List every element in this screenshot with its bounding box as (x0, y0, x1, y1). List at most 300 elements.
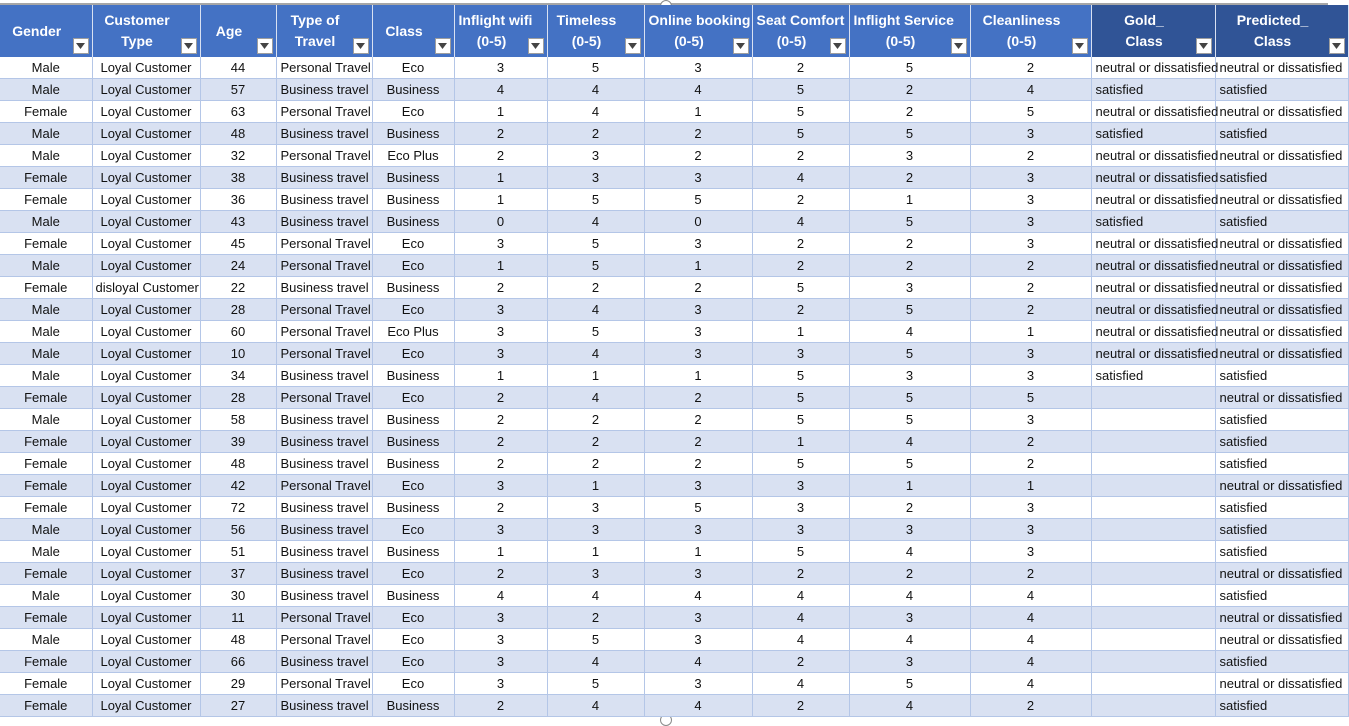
table-cell-class[interactable]: Eco (372, 343, 454, 365)
table-cell-predicted-class[interactable]: satisfied (1215, 79, 1348, 101)
table-cell-seat-comfort[interactable]: 3 (752, 475, 849, 497)
table-cell-gender[interactable]: Male (0, 519, 92, 541)
table-cell-customer-type[interactable]: Loyal Customer (92, 57, 200, 79)
table-cell-timeless[interactable]: 4 (547, 343, 644, 365)
table-cell-gender[interactable]: Female (0, 607, 92, 629)
table-cell-gender[interactable]: Male (0, 145, 92, 167)
table-cell-inflight-service[interactable]: 4 (849, 695, 970, 717)
table-cell-predicted-class[interactable]: neutral or dissatisfied (1215, 145, 1348, 167)
table-cell-cleanliness[interactable]: 2 (970, 299, 1091, 321)
table-cell-type-of-travel[interactable]: Personal Travel (276, 343, 372, 365)
table-cell-gold-class[interactable]: neutral or dissatisfied (1091, 57, 1215, 79)
table-cell-cleanliness[interactable]: 3 (970, 365, 1091, 387)
table-cell-inflight-service[interactable]: 3 (849, 365, 970, 387)
table-cell-seat-comfort[interactable]: 2 (752, 563, 849, 585)
table-cell-class[interactable]: Eco (372, 519, 454, 541)
table-cell-gold-class[interactable]: satisfied (1091, 211, 1215, 233)
table-cell-type-of-travel[interactable]: Business travel (276, 585, 372, 607)
table-cell-inflight-wifi[interactable]: 4 (454, 585, 547, 607)
table-cell-seat-comfort[interactable]: 2 (752, 651, 849, 673)
table-cell-timeless[interactable]: 1 (547, 475, 644, 497)
header-online-booking[interactable] (644, 5, 752, 57)
table-cell-inflight-wifi[interactable]: 2 (454, 387, 547, 409)
table-cell-inflight-service[interactable]: 5 (849, 453, 970, 475)
table-cell-class[interactable]: Business (372, 453, 454, 475)
table-cell-inflight-wifi[interactable]: 3 (454, 651, 547, 673)
table-cell-seat-comfort[interactable]: 2 (752, 299, 849, 321)
filter-dropdown-icon[interactable] (1329, 38, 1345, 54)
table-cell-seat-comfort[interactable]: 3 (752, 519, 849, 541)
table-cell-online-booking[interactable]: 3 (644, 629, 752, 651)
table-cell-gender[interactable]: Female (0, 695, 92, 717)
table-cell-age[interactable]: 30 (200, 585, 276, 607)
table-cell-predicted-class[interactable]: neutral or dissatisfied (1215, 673, 1348, 695)
table-cell-gender[interactable]: Female (0, 563, 92, 585)
table-cell-customer-type[interactable]: Loyal Customer (92, 541, 200, 563)
table-cell-gold-class[interactable]: neutral or dissatisfied (1091, 167, 1215, 189)
table-cell-type-of-travel[interactable]: Personal Travel (276, 255, 372, 277)
table-cell-cleanliness[interactable]: 4 (970, 585, 1091, 607)
table-cell-inflight-wifi[interactable]: 3 (454, 519, 547, 541)
table-cell-inflight-service[interactable]: 2 (849, 497, 970, 519)
table-cell-inflight-service[interactable]: 5 (849, 673, 970, 695)
table-cell-timeless[interactable]: 4 (547, 651, 644, 673)
header-gender[interactable] (0, 5, 92, 57)
filter-dropdown-icon[interactable] (625, 38, 641, 54)
table-cell-predicted-class[interactable]: satisfied (1215, 541, 1348, 563)
table-cell-gender[interactable]: Female (0, 277, 92, 299)
table-cell-cleanliness[interactable]: 3 (970, 541, 1091, 563)
table-cell-predicted-class[interactable]: satisfied (1215, 211, 1348, 233)
header-customer-type[interactable] (92, 5, 200, 57)
table-cell-gold-class[interactable]: neutral or dissatisfied (1091, 101, 1215, 123)
table-cell-inflight-service[interactable]: 3 (849, 519, 970, 541)
table-cell-class[interactable]: Eco (372, 651, 454, 673)
table-cell-inflight-wifi[interactable]: 1 (454, 365, 547, 387)
table-cell-type-of-travel[interactable]: Business travel (276, 277, 372, 299)
filter-dropdown-icon[interactable] (353, 38, 369, 54)
filter-dropdown-icon[interactable] (181, 38, 197, 54)
table-cell-inflight-wifi[interactable]: 2 (454, 409, 547, 431)
table-cell-class[interactable]: Business (372, 695, 454, 717)
table-cell-online-booking[interactable]: 1 (644, 541, 752, 563)
table-cell-inflight-service[interactable]: 4 (849, 431, 970, 453)
table-cell-inflight-wifi[interactable]: 2 (454, 123, 547, 145)
table-cell-seat-comfort[interactable]: 5 (752, 541, 849, 563)
table-cell-class[interactable]: Eco Plus (372, 321, 454, 343)
table-cell-customer-type[interactable]: Loyal Customer (92, 233, 200, 255)
table-cell-timeless[interactable]: 5 (547, 321, 644, 343)
table-cell-type-of-travel[interactable]: Personal Travel (276, 475, 372, 497)
table-cell-type-of-travel[interactable]: Business travel (276, 167, 372, 189)
table-cell-online-booking[interactable]: 4 (644, 79, 752, 101)
table-cell-customer-type[interactable]: Loyal Customer (92, 629, 200, 651)
table-cell-timeless[interactable]: 3 (547, 563, 644, 585)
table-cell-customer-type[interactable]: Loyal Customer (92, 431, 200, 453)
table-cell-gender[interactable]: Male (0, 365, 92, 387)
table-cell-age[interactable]: 28 (200, 387, 276, 409)
table-cell-seat-comfort[interactable]: 5 (752, 409, 849, 431)
table-cell-customer-type[interactable]: Loyal Customer (92, 145, 200, 167)
table-cell-gold-class[interactable] (1091, 387, 1215, 409)
table-cell-customer-type[interactable]: Loyal Customer (92, 365, 200, 387)
table-cell-customer-type[interactable]: disloyal Customer (92, 277, 200, 299)
table-cell-predicted-class[interactable]: satisfied (1215, 695, 1348, 717)
table-cell-inflight-wifi[interactable]: 1 (454, 167, 547, 189)
table-cell-inflight-service[interactable]: 1 (849, 189, 970, 211)
table-cell-gold-class[interactable]: neutral or dissatisfied (1091, 145, 1215, 167)
table-cell-timeless[interactable]: 2 (547, 431, 644, 453)
table-cell-online-booking[interactable]: 1 (644, 255, 752, 277)
table-cell-cleanliness[interactable]: 3 (970, 123, 1091, 145)
table-cell-inflight-wifi[interactable]: 3 (454, 233, 547, 255)
table-cell-gender[interactable]: Female (0, 673, 92, 695)
table-cell-cleanliness[interactable]: 3 (970, 167, 1091, 189)
table-cell-age[interactable]: 22 (200, 277, 276, 299)
table-cell-seat-comfort[interactable]: 4 (752, 585, 849, 607)
table-cell-age[interactable]: 60 (200, 321, 276, 343)
table-cell-online-booking[interactable]: 3 (644, 321, 752, 343)
table-cell-type-of-travel[interactable]: Personal Travel (276, 607, 372, 629)
header-cleanliness[interactable] (970, 5, 1091, 57)
table-cell-online-booking[interactable]: 3 (644, 343, 752, 365)
header-predicted-class[interactable] (1215, 5, 1348, 57)
filter-dropdown-icon[interactable] (73, 38, 89, 54)
table-cell-online-booking[interactable]: 3 (644, 519, 752, 541)
table-cell-predicted-class[interactable]: neutral or dissatisfied (1215, 629, 1348, 651)
table-cell-gold-class[interactable] (1091, 651, 1215, 673)
table-cell-online-booking[interactable]: 2 (644, 277, 752, 299)
table-cell-type-of-travel[interactable]: Business travel (276, 79, 372, 101)
table-cell-class[interactable]: Eco (372, 57, 454, 79)
table-cell-type-of-travel[interactable]: Business travel (276, 211, 372, 233)
table-cell-gender[interactable]: Male (0, 409, 92, 431)
table-cell-predicted-class[interactable]: satisfied (1215, 453, 1348, 475)
table-cell-class[interactable]: Business (372, 277, 454, 299)
table-cell-type-of-travel[interactable]: Personal Travel (276, 629, 372, 651)
table-cell-type-of-travel[interactable]: Business travel (276, 497, 372, 519)
table-cell-inflight-service[interactable]: 2 (849, 563, 970, 585)
table-cell-predicted-class[interactable]: neutral or dissatisfied (1215, 387, 1348, 409)
table-cell-gender[interactable]: Male (0, 343, 92, 365)
table-cell-gold-class[interactable] (1091, 695, 1215, 717)
table-cell-timeless[interactable]: 4 (547, 79, 644, 101)
table-cell-timeless[interactable]: 2 (547, 409, 644, 431)
table-cell-age[interactable]: 38 (200, 167, 276, 189)
table-cell-age[interactable]: 36 (200, 189, 276, 211)
table-cell-type-of-travel[interactable]: Business travel (276, 365, 372, 387)
table-cell-class[interactable]: Eco (372, 101, 454, 123)
table-cell-gold-class[interactable]: neutral or dissatisfied (1091, 277, 1215, 299)
table-cell-cleanliness[interactable]: 4 (970, 79, 1091, 101)
table-cell-age[interactable]: 58 (200, 409, 276, 431)
table-cell-online-booking[interactable]: 3 (644, 475, 752, 497)
table-cell-customer-type[interactable]: Loyal Customer (92, 321, 200, 343)
table-cell-customer-type[interactable]: Loyal Customer (92, 673, 200, 695)
table-cell-inflight-wifi[interactable]: 2 (454, 145, 547, 167)
table-cell-timeless[interactable]: 3 (547, 145, 644, 167)
table-cell-predicted-class[interactable]: satisfied (1215, 519, 1348, 541)
table-cell-online-booking[interactable]: 3 (644, 607, 752, 629)
table-cell-seat-comfort[interactable]: 3 (752, 497, 849, 519)
table-cell-predicted-class[interactable]: neutral or dissatisfied (1215, 607, 1348, 629)
table-cell-inflight-service[interactable]: 4 (849, 629, 970, 651)
table-cell-class[interactable]: Business (372, 123, 454, 145)
table-cell-cleanliness[interactable]: 3 (970, 409, 1091, 431)
table-cell-predicted-class[interactable]: neutral or dissatisfied (1215, 101, 1348, 123)
table-cell-customer-type[interactable]: Loyal Customer (92, 453, 200, 475)
table-cell-inflight-wifi[interactable]: 3 (454, 343, 547, 365)
table-cell-customer-type[interactable]: Loyal Customer (92, 651, 200, 673)
table-cell-gold-class[interactable] (1091, 607, 1215, 629)
table-cell-online-booking[interactable]: 2 (644, 431, 752, 453)
table-cell-age[interactable]: 27 (200, 695, 276, 717)
table-cell-inflight-wifi[interactable]: 1 (454, 541, 547, 563)
table-cell-gold-class[interactable] (1091, 541, 1215, 563)
table-cell-gold-class[interactable]: satisfied (1091, 365, 1215, 387)
table-cell-type-of-travel[interactable]: Personal Travel (276, 101, 372, 123)
table-cell-class[interactable]: Business (372, 189, 454, 211)
table-cell-class[interactable]: Eco (372, 563, 454, 585)
table-cell-online-booking[interactable]: 5 (644, 497, 752, 519)
table-cell-cleanliness[interactable]: 2 (970, 563, 1091, 585)
table-cell-timeless[interactable]: 2 (547, 123, 644, 145)
table-cell-gold-class[interactable]: neutral or dissatisfied (1091, 343, 1215, 365)
table-cell-seat-comfort[interactable]: 4 (752, 629, 849, 651)
table-cell-customer-type[interactable]: Loyal Customer (92, 497, 200, 519)
table-cell-inflight-wifi[interactable]: 1 (454, 101, 547, 123)
table-cell-gold-class[interactable] (1091, 519, 1215, 541)
table-cell-inflight-service[interactable]: 5 (849, 409, 970, 431)
table-cell-gender[interactable]: Female (0, 475, 92, 497)
table-cell-predicted-class[interactable]: neutral or dissatisfied (1215, 475, 1348, 497)
table-cell-cleanliness[interactable]: 3 (970, 497, 1091, 519)
table-cell-online-booking[interactable]: 5 (644, 189, 752, 211)
table-cell-class[interactable]: Business (372, 365, 454, 387)
table-cell-customer-type[interactable]: Loyal Customer (92, 475, 200, 497)
table-cell-gold-class[interactable]: neutral or dissatisfied (1091, 189, 1215, 211)
table-cell-timeless[interactable]: 4 (547, 387, 644, 409)
table-cell-cleanliness[interactable]: 3 (970, 343, 1091, 365)
table-cell-class[interactable]: Business (372, 497, 454, 519)
table-cell-seat-comfort[interactable]: 5 (752, 365, 849, 387)
table-cell-inflight-wifi[interactable]: 1 (454, 189, 547, 211)
table-cell-seat-comfort[interactable]: 2 (752, 57, 849, 79)
table-cell-gender[interactable]: Female (0, 651, 92, 673)
filter-dropdown-icon[interactable] (1196, 38, 1212, 54)
table-cell-type-of-travel[interactable]: Business travel (276, 651, 372, 673)
table-cell-seat-comfort[interactable]: 5 (752, 277, 849, 299)
table-cell-inflight-wifi[interactable]: 2 (454, 695, 547, 717)
table-cell-inflight-service[interactable]: 3 (849, 145, 970, 167)
table-cell-seat-comfort[interactable]: 5 (752, 101, 849, 123)
table-cell-gender[interactable]: Female (0, 167, 92, 189)
table-cell-gender[interactable]: Female (0, 101, 92, 123)
table-cell-seat-comfort[interactable]: 1 (752, 321, 849, 343)
table-cell-gold-class[interactable] (1091, 453, 1215, 475)
table-cell-inflight-service[interactable]: 2 (849, 79, 970, 101)
table-cell-inflight-service[interactable]: 5 (849, 343, 970, 365)
header-type-of-travel[interactable] (276, 5, 372, 57)
table-cell-class[interactable]: Business (372, 541, 454, 563)
table-cell-customer-type[interactable]: Loyal Customer (92, 387, 200, 409)
table-cell-age[interactable]: 43 (200, 211, 276, 233)
table-cell-customer-type[interactable]: Loyal Customer (92, 123, 200, 145)
table-cell-gold-class[interactable] (1091, 585, 1215, 607)
table-cell-age[interactable]: 44 (200, 57, 276, 79)
table-cell-age[interactable]: 51 (200, 541, 276, 563)
table-cell-timeless[interactable]: 4 (547, 299, 644, 321)
table-cell-online-booking[interactable]: 2 (644, 409, 752, 431)
table-cell-cleanliness[interactable]: 4 (970, 673, 1091, 695)
table-cell-type-of-travel[interactable]: Business travel (276, 409, 372, 431)
table-cell-gender[interactable]: Male (0, 585, 92, 607)
table-cell-gender[interactable]: Male (0, 299, 92, 321)
filter-dropdown-icon[interactable] (830, 38, 846, 54)
header-gold-class[interactable] (1091, 5, 1215, 57)
table-cell-seat-comfort[interactable]: 2 (752, 233, 849, 255)
table-cell-timeless[interactable]: 5 (547, 673, 644, 695)
table-cell-customer-type[interactable]: Loyal Customer (92, 695, 200, 717)
table-cell-inflight-service[interactable]: 2 (849, 167, 970, 189)
filter-dropdown-icon[interactable] (1072, 38, 1088, 54)
table-cell-gender[interactable]: Male (0, 541, 92, 563)
table-cell-timeless[interactable]: 5 (547, 189, 644, 211)
table-cell-seat-comfort[interactable]: 3 (752, 343, 849, 365)
table-cell-seat-comfort[interactable]: 4 (752, 607, 849, 629)
table-cell-class[interactable]: Business (372, 585, 454, 607)
table-cell-inflight-service[interactable]: 5 (849, 387, 970, 409)
table-cell-seat-comfort[interactable]: 2 (752, 145, 849, 167)
table-cell-gold-class[interactable] (1091, 475, 1215, 497)
table-cell-seat-comfort[interactable]: 2 (752, 695, 849, 717)
header-inflight-wifi[interactable] (454, 5, 547, 57)
header-inflight-service[interactable] (849, 5, 970, 57)
table-cell-age[interactable]: 39 (200, 431, 276, 453)
table-cell-customer-type[interactable]: Loyal Customer (92, 299, 200, 321)
table-cell-type-of-travel[interactable]: Business travel (276, 453, 372, 475)
table-cell-online-booking[interactable]: 2 (644, 453, 752, 475)
table-cell-gold-class[interactable]: neutral or dissatisfied (1091, 321, 1215, 343)
table-cell-predicted-class[interactable]: neutral or dissatisfied (1215, 277, 1348, 299)
table-cell-gender[interactable]: Male (0, 123, 92, 145)
table-cell-online-booking[interactable]: 3 (644, 673, 752, 695)
table-cell-inflight-wifi[interactable]: 2 (454, 497, 547, 519)
table-cell-class[interactable]: Eco (372, 387, 454, 409)
table-cell-age[interactable]: 72 (200, 497, 276, 519)
table-cell-customer-type[interactable]: Loyal Customer (92, 79, 200, 101)
table-cell-gold-class[interactable] (1091, 563, 1215, 585)
table-cell-cleanliness[interactable]: 2 (970, 255, 1091, 277)
table-cell-timeless[interactable]: 4 (547, 101, 644, 123)
table-cell-type-of-travel[interactable]: Business travel (276, 563, 372, 585)
table-cell-class[interactable]: Business (372, 167, 454, 189)
table-cell-inflight-service[interactable]: 5 (849, 57, 970, 79)
table-cell-inflight-service[interactable]: 4 (849, 585, 970, 607)
table-cell-inflight-wifi[interactable]: 2 (454, 431, 547, 453)
table-cell-online-booking[interactable]: 3 (644, 563, 752, 585)
table-cell-inflight-wifi[interactable]: 3 (454, 299, 547, 321)
table-cell-cleanliness[interactable]: 1 (970, 475, 1091, 497)
table-cell-class[interactable]: Eco (372, 475, 454, 497)
table-cell-class[interactable]: Eco (372, 233, 454, 255)
table-cell-predicted-class[interactable]: neutral or dissatisfied (1215, 57, 1348, 79)
table-cell-type-of-travel[interactable]: Business travel (276, 431, 372, 453)
table-cell-predicted-class[interactable]: satisfied (1215, 167, 1348, 189)
table-cell-type-of-travel[interactable]: Personal Travel (276, 321, 372, 343)
table-cell-cleanliness[interactable]: 4 (970, 629, 1091, 651)
table-cell-seat-comfort[interactable]: 5 (752, 79, 849, 101)
table-cell-inflight-wifi[interactable]: 3 (454, 475, 547, 497)
table-cell-online-booking[interactable]: 2 (644, 123, 752, 145)
table-cell-gold-class[interactable]: neutral or dissatisfied (1091, 255, 1215, 277)
table-cell-age[interactable]: 11 (200, 607, 276, 629)
table-cell-age[interactable]: 10 (200, 343, 276, 365)
table-cell-class[interactable]: Eco (372, 629, 454, 651)
table-cell-inflight-wifi[interactable]: 3 (454, 607, 547, 629)
table-cell-inflight-service[interactable]: 5 (849, 123, 970, 145)
table-cell-class[interactable]: Business (372, 79, 454, 101)
table-cell-gender[interactable]: Female (0, 497, 92, 519)
table-cell-timeless[interactable]: 3 (547, 497, 644, 519)
table-cell-gender[interactable]: Male (0, 255, 92, 277)
table-cell-cleanliness[interactable]: 2 (970, 277, 1091, 299)
table-cell-customer-type[interactable]: Loyal Customer (92, 101, 200, 123)
table-cell-gender[interactable]: Male (0, 57, 92, 79)
table-cell-gender[interactable]: Male (0, 211, 92, 233)
table-cell-customer-type[interactable]: Loyal Customer (92, 585, 200, 607)
table-cell-cleanliness[interactable]: 5 (970, 101, 1091, 123)
table-cell-type-of-travel[interactable]: Personal Travel (276, 145, 372, 167)
table-cell-predicted-class[interactable]: satisfied (1215, 585, 1348, 607)
table-cell-class[interactable]: Business (372, 431, 454, 453)
table-cell-customer-type[interactable]: Loyal Customer (92, 409, 200, 431)
table-cell-type-of-travel[interactable]: Personal Travel (276, 387, 372, 409)
table-cell-timeless[interactable]: 3 (547, 167, 644, 189)
table-cell-timeless[interactable]: 5 (547, 629, 644, 651)
table-cell-cleanliness[interactable]: 4 (970, 607, 1091, 629)
table-cell-inflight-wifi[interactable]: 0 (454, 211, 547, 233)
table-cell-online-booking[interactable]: 4 (644, 695, 752, 717)
table-cell-inflight-service[interactable]: 3 (849, 607, 970, 629)
table-cell-type-of-travel[interactable]: Personal Travel (276, 233, 372, 255)
table-cell-predicted-class[interactable]: satisfied (1215, 123, 1348, 145)
header-age[interactable] (200, 5, 276, 57)
table-cell-gold-class[interactable]: neutral or dissatisfied (1091, 299, 1215, 321)
table-cell-predicted-class[interactable]: satisfied (1215, 431, 1348, 453)
table-cell-inflight-wifi[interactable]: 2 (454, 453, 547, 475)
table-cell-timeless[interactable]: 5 (547, 233, 644, 255)
filter-dropdown-icon[interactable] (257, 38, 273, 54)
table-cell-age[interactable]: 48 (200, 453, 276, 475)
table-cell-age[interactable]: 45 (200, 233, 276, 255)
table-cell-customer-type[interactable]: Loyal Customer (92, 607, 200, 629)
table-cell-online-booking[interactable]: 1 (644, 101, 752, 123)
table-cell-online-booking[interactable]: 0 (644, 211, 752, 233)
table-cell-gender[interactable]: Female (0, 387, 92, 409)
table-cell-cleanliness[interactable]: 3 (970, 211, 1091, 233)
table-cell-inflight-wifi[interactable]: 4 (454, 79, 547, 101)
table-cell-timeless[interactable]: 5 (547, 255, 644, 277)
table-cell-customer-type[interactable]: Loyal Customer (92, 189, 200, 211)
table-cell-inflight-wifi[interactable]: 3 (454, 629, 547, 651)
table-cell-age[interactable]: 57 (200, 79, 276, 101)
table-cell-online-booking[interactable]: 4 (644, 585, 752, 607)
table-cell-customer-type[interactable]: Loyal Customer (92, 211, 200, 233)
filter-dropdown-icon[interactable] (528, 38, 544, 54)
table-cell-timeless[interactable]: 1 (547, 365, 644, 387)
table-cell-timeless[interactable]: 2 (547, 607, 644, 629)
